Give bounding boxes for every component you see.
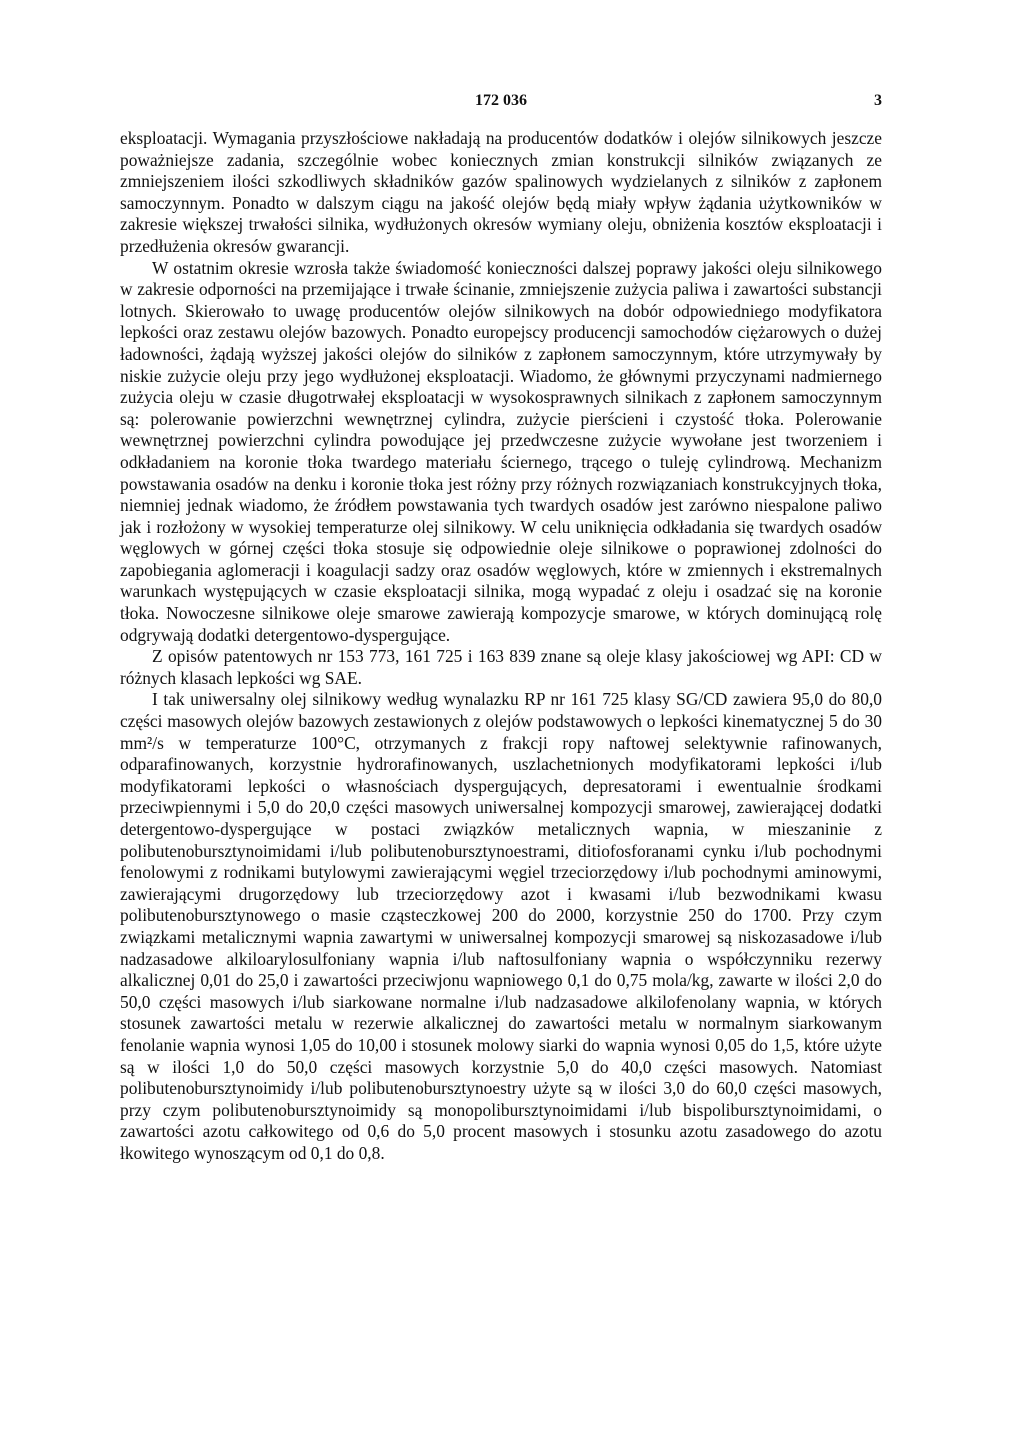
document-body — [120, 128, 882, 1165]
page-header — [120, 92, 882, 116]
paragraph-universal-oil: I tak uniwersalny olej silnikowy według wynalazku RP nr 161 725 klasy SG/CD zawiera 95,0 do 80,0 części masowych olejów bazowych zestawionych z olejów podstawowych o lepkości kinematycznej 5 do 30 mm²/s w temperaturze 100°C, otrzymanych z frakcji ropy naftowej selektywnie rafinowanych, odparafinowanych, korzystnie hydrorafinowanych, uszlachetnionych modyfikatorami lepkości i/lub modyfikatorami lepkości o własnościach dyspergujących, depresatorami i ewentualnie środkami przeciwpiennymi i 5,0 do 20,0 części masowych uniwersalnej kompozycji smarowej, zawierającej dodatki detergentowo-dyspergujące w postaci związków metalicznych wapnia, w mieszaninie z polibutenobursztynoimidami i/lub polibutenobursztynoestrami, ditiofosforanami cynku i/lub pochodnymi fenolowymi z rodnikami butylowymi zawierającymi węgiel trzeciorzędowy i/lub pochodnymi aminowymi, zawierającymi drugorzędowy lub trzeciorzędowy azot i kwasami i/lub bezwodnikami kwasu polibutenobursztynowego o masie cząsteczkowej 200 do 2000, korzystnie 250 do 1700. Przy czym związkami metalicznymi wapnia zawartymi w uniwersalnej kompozycji smarowej są niskozasadowe i/lub nadzasadowe alkiloarylosulfoniany wapnia i/lub naftosulfoniany wapnia o współczynniku rezerwy alkalicznej 0,01 do 25,0 i zawartości przeciwjonu wapniowego 0,1 do 0,75 mola/kg, zawarte w ilości 2,0 do 50,0 części masowych i/lub siarkowane normalne i/lub nadzasadowe alkilofenolany wapnia, w których stosunek zawartości metalu w rezerwie alkalicznej do zawartości metalu w normalnym siarkowanym fenolanie wapnia wynosi 1,05 do 10,00 i stosunek molowy siarki do wapnia wynosi 0,05 do 1,5, które użyte są w ilości 1,0 do 50,0 części masowych korzystnie 5,0 do 40,0 części masowych. Natomiast polibutenobursztynoimidy i/lub polibutenobursztynoestry użyte są w ilości 3,0 do 60,0 części masowych, przy czym polibutenobursztynoimidy są monopolibursztynoimidami i/lub bispolibursztynoimidami, o zawartości azotu całkowitego od 0,6 do 5,0 procent masowych i stosunku azotu zasadowego do azotu łkowitego wynoszącym od 0,1 do 0,8. — [120, 689, 882, 1163]
page-number: 3 — [874, 92, 882, 109]
paragraph-prior-patents: Z opisów patentowych nr 153 773, 161 725 i 163 839 znane są oleje klasy jakościowej wg API: CD w różnych klasach lepkości wg SAE. — [120, 646, 882, 688]
paragraph-continuation: eksploatacji. Wymagania przyszłościowe nakładają na producentów dodatków i olejów silnikowych jeszcze poważniejsze zadania, szczególnie wobec koniecznych zmian konstrukcji silników związanych ze zmniejszeniem ilości szkodliwych składników gazów spalinowych wydzielanych z silników z zapłonem samoczynnym. Ponadto w dalszym ciągu na jakość olejów będą miały wpływ żądania użytkowników w zakresie większej trwałości silnika, wydłużonych okresów wymiany oleju, obniżenia kosztów eksploatacji i przedłużenia okresów gwarancji. — [120, 128, 882, 256]
patent-number: 172 036 — [475, 92, 527, 109]
paragraph-engine-oil-wear: W ostatnim okresie wzrosła także świadomość konieczności dalszej poprawy jakości oleju silnikowego w zakresie odporności na przemijające i trwałe ścinanie, zmniejszenie zużycia paliwa i zawartości substancji lotnych. Skierowało to uwagę producentów olejów silnikowych na dobór odpowiedniego modyfikatora lepkości oraz zestawu olejów bazowych. Ponadto europejscy producencji samochodów ciężarowych o dużej ładowności, żądają wyższej jakości olejów do silników z zapłonem samoczynnym, które utrzymywały by niskie zużycie oleju przy jego wydłużonej eksploatacji. Wiadomo, że głównymi przyczynami nadmiernego zużycia oleju w czasie długotrwałej eksploatacji w wysokosprawnych silnikach z zapłonem samoczynnym są: polerowanie powierzchni wewnętrznej cylindra, zużycie pierścieni i czystość tłoka. Polerowanie wewnętrznej powierzchni cylindra powodujące jej przedwczesne zużycie wywołane jest tworzeniem i odkładaniem na koronie tłoka twardego materiału ściernego, trącego o tuleję cylindrową. Mechanizm powstawania osadów na denku i koronie tłoka jest różny przy różnych rozwiązaniach konstrukcyjnych tłoka, niemniej jednak wiadomo, że źródłem powstawania tych twardych osadów jest zarówno niespalone paliwo jak i rozłożony w wysokiej temperaturze olej silnikowy. W celu uniknięcia odkładania się twardych osadów węglowych w górnej części tłoka stosuje się odpowiednie oleje silnikowe o poprawionej zdolności do zapobiegania aglomeracji i koagulacji sadzy oraz osadów węglowych, które w zmiennych i ekstremalnych warunkach występujących w czasie eksploatacji silnika, mogą wypadać z oleju i osadzać się na koronie tłoka. Nowoczesne silnikowe oleje smarowe zawierają kompozycje smarowe, w których dominującą rolę odgrywają dodatki detergentowo-dyspergujące. — [120, 257, 882, 645]
